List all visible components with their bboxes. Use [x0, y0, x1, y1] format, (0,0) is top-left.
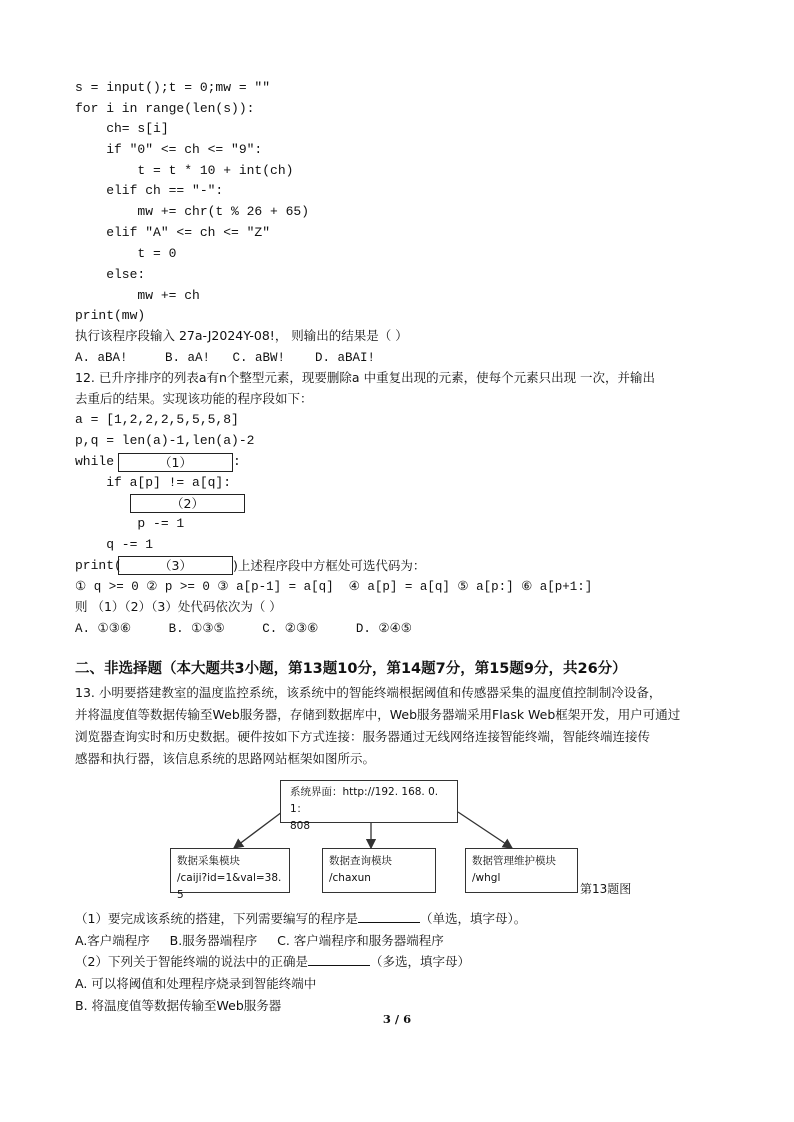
q11-options: A. aBA! B. aA! C. aBW! D. aBAI! — [75, 351, 376, 365]
diagram-root-text: 808 — [290, 820, 311, 832]
q12-code-options-label: )上述程序段中方框处可选代码为： — [233, 558, 426, 573]
code-line: t = 0 — [75, 246, 177, 261]
page-number: 3 / 6 — [382, 1012, 412, 1026]
q12-choices: ① q >= 0 ② p >= 0 ③ a[p-1] = a[q] ④ a[p] = a[q] ⑤ a[p:] ⑥ a[p+1:] — [75, 580, 593, 594]
arrow-to-manage — [458, 812, 512, 848]
diagram-box-route: /chaxun — [329, 872, 371, 884]
code-line: elif ch == "-": — [75, 183, 224, 198]
diagram-box-title: 数据查询模块 — [329, 855, 392, 867]
diagram-collect-box — [170, 848, 290, 901]
code-line: elif "A" <= ch <= "Z" — [75, 225, 271, 240]
q13-paragraph: 感器和执行器，该信息系统的思路网站框架如图所示。 — [75, 751, 376, 766]
code-line: for i in range(len(s)): — [75, 101, 255, 116]
q13-sub1 — [75, 910, 526, 928]
diagram-manage-box — [465, 848, 578, 893]
diagram-box-route: /whgl — [472, 872, 501, 884]
q13-paragraph: 13. 小明要搭建教室的温度监控系统，该系统中的智能终端根据阈值和传感器采集的温度值控制制冷设备， — [75, 685, 662, 700]
diagram-box-route: /caiji?id=1&val=38. 5 — [177, 872, 282, 901]
q11-stem: 执行该程序段输入 27a-J2024Y-08!， 则输出的结果是（ ） — [75, 328, 408, 343]
code-line: a = [1,2,2,2,5,5,5,8] — [75, 412, 239, 427]
answer-line — [358, 910, 420, 923]
q12-order: 则 （1）（2）（3）处代码依次为（ ） — [75, 599, 282, 614]
diagram-query-box — [322, 848, 436, 893]
code-line: : — [233, 454, 241, 469]
section-title: 二、非选择题（本大题共3小题，第13题10分，第14题7分，第15题9分，共26分） — [75, 661, 627, 677]
code-line: if "0" <= ch <= "9": — [75, 142, 263, 157]
q13-sub2-option-a: A. 可以将阈值和处理程序烧录到智能终端中 — [75, 976, 317, 991]
q12-stem: 去重后的结果。实现该功能的程序段如下： — [75, 391, 313, 406]
code-line: print( — [75, 558, 122, 573]
code-line: t = t * 10 + int(ch) — [75, 163, 294, 178]
diagram-box-title: 数据采集模块 — [177, 855, 240, 867]
code-line: s = input();t = 0;mw = "" — [75, 80, 271, 95]
q13-sub2-option-b: B. 将温度值等数据传输至Web服务器 — [75, 998, 282, 1013]
code-line: else: — [75, 267, 146, 282]
q13-sub1-text: （1）要完成该系统的搭建，下列需要编写的程序是 — [75, 911, 358, 926]
code-line: p -= 1 — [75, 516, 185, 531]
diagram-box-title: 数据管理维护模块 — [472, 855, 556, 867]
q13-sub1-text: （单选，填字母）。 — [419, 911, 527, 926]
code-line: ch= s[i] — [75, 121, 169, 136]
q12-stem: 12. 已升序排序的列表a有n个整型元素，现要删除a 中重复出现的元素，使每个元素只出现 一次，并输出 — [75, 370, 656, 385]
code-line: mw += chr(t % 26 + 65) — [75, 204, 310, 219]
answer-blank-1: （1） — [118, 453, 233, 472]
answer-blank-3: （3） — [118, 556, 233, 575]
q13-paragraph: 浏览器查询实时和历史数据。硬件按如下方式连接：服务器通过无线网络连接智能终端，智能终端连接传 — [75, 729, 651, 744]
code-line: if a[p] != a[q]: — [75, 475, 232, 490]
q13-paragraph: 并将温度值等数据传输至Web服务器，存储到数据库中，Web服务器端采用Flask Web框架开发，用户可通过 — [75, 707, 681, 722]
q13-sub1-options: A.客户端程序 B.服务器端程序 C. 客户端程序和服务器端程序 — [75, 933, 444, 948]
diagram-root-text: 系统界面：http://192. 168. 0. 1： — [290, 786, 439, 815]
q13-sub2 — [75, 953, 470, 971]
diagram-root-box — [280, 780, 458, 832]
figure-caption: 第13题图 — [580, 882, 632, 896]
code-line: p,q = len(a)-1,len(a)-2 — [75, 433, 255, 448]
answer-line — [308, 953, 370, 966]
code-line: print(mw) — [75, 308, 146, 323]
answer-blank-2: （2） — [130, 494, 245, 513]
code-line: q -= 1 — [75, 537, 154, 552]
q13-sub2-text: （2）下列关于智能终端的说法中的正确是 — [75, 954, 308, 969]
code-line: mw += ch — [75, 288, 200, 303]
q12-options: A. ①③⑥ B. ①③⑤ C. ②③⑥ D. ②④⑤ — [75, 622, 413, 636]
code-line: while — [75, 454, 115, 469]
arrow-to-collect — [234, 812, 282, 848]
q13-sub2-text: （多选，填字母） — [369, 954, 470, 969]
